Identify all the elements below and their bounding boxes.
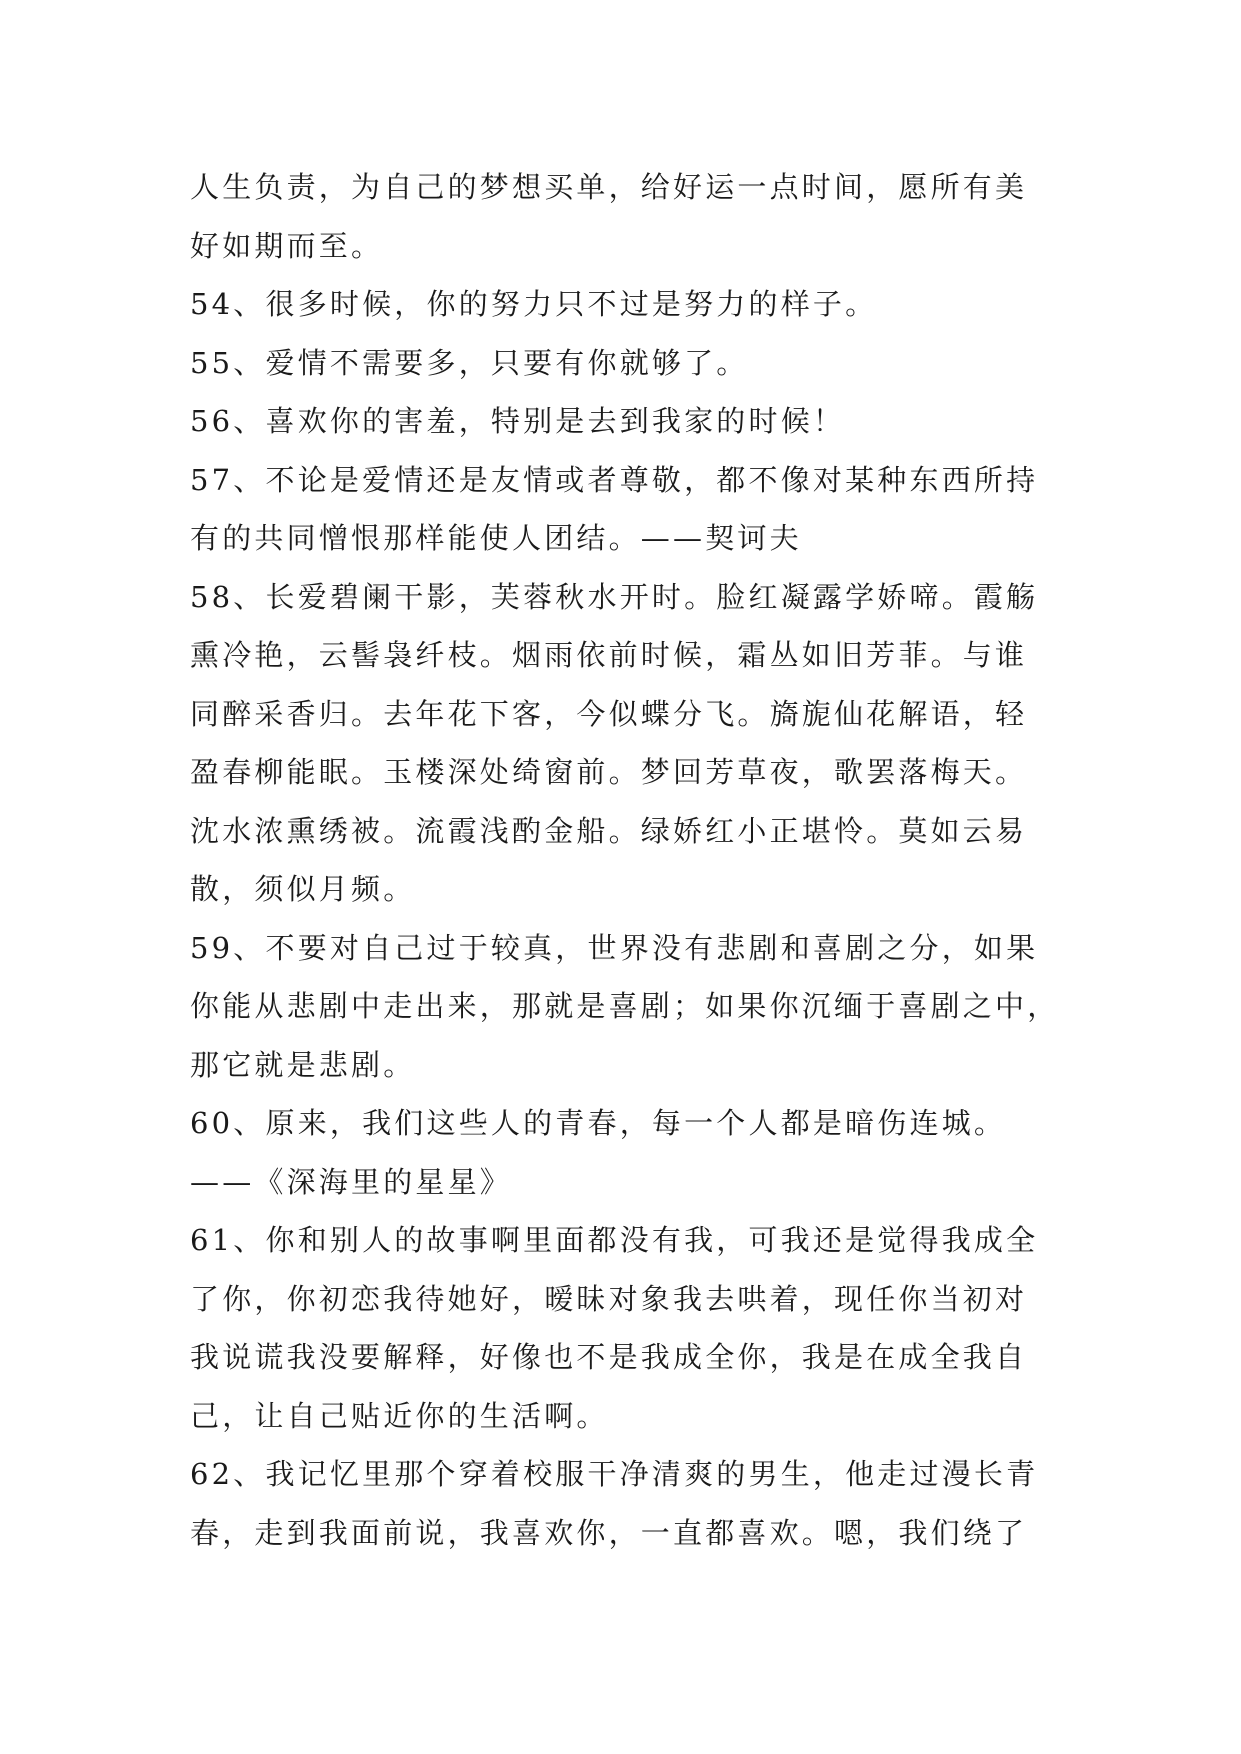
text-line: 有的共同憎恨那样能使人团结。——契诃夫: [190, 521, 802, 555]
text-line: 那它就是悲剧。: [190, 1047, 416, 1082]
text-line: 好如期而至。: [190, 228, 384, 263]
text-line: 你能从悲剧中走出来，那就是喜剧；如果你沉缅于喜剧之中，: [190, 989, 1060, 1023]
document-body: [190, 158, 1070, 1562]
text-line: 盈春柳能眠。玉楼深处绮窗前。梦回芳草夜，歌罢落梅天。: [190, 755, 1028, 789]
text-line: 59、不要对自己过于较真，世界没有悲剧和喜剧之分，如果: [190, 930, 1039, 965]
text-line: 同醉采香归。去年花下客，今似蝶分飞。旖旎仙花解语，轻: [190, 696, 1028, 731]
text-line: 55、爱情不需要多，只要有你就够了。: [190, 345, 749, 380]
text-line: 散，须似月频。: [190, 872, 416, 906]
text-line: 62、我记忆里那个穿着校服干净清爽的男生，他走过漫长青: [190, 1457, 1039, 1491]
text-line: 春，走到我面前说，我喜欢你，一直都喜欢。嗯，我们绕了: [190, 1515, 1028, 1550]
text-line: 了你，你初恋我待她好，暧昧对象我去哄着，现任你当初对: [190, 1281, 1028, 1316]
text-line: 人生负责，为自己的梦想买单，给好运一点时间，愿所有美: [190, 170, 1028, 204]
text-line: 56、喜欢你的害羞，特别是去到我家的时候！: [190, 404, 846, 438]
text-line: 我说谎我没要解释，好像也不是我成全你，我是在成全我自: [190, 1340, 1028, 1374]
text-line: 58、长爱碧阑干影，芙蓉秋水开时。脸红凝露学娇啼。霞觞: [190, 579, 1039, 614]
text-line: 沈水浓熏绣被。流霞浅酌金船。绿娇红小正堪怜。莫如云易: [190, 813, 1028, 848]
text-line: 54、很多时候，你的努力只不过是努力的样子。: [190, 287, 878, 321]
text-line: 60、原来，我们这些人的青春，每一个人都是暗伤连城。: [190, 1106, 1007, 1140]
text-line: 57、不论是爱情还是友情或者尊敬，都不像对某种东西所持: [190, 462, 1039, 497]
text-line: 熏冷艳，云髻袅纤枝。烟雨依前时候，霜丛如旧芳菲。与谁: [190, 638, 1028, 672]
text-line: ——《深海里的星星》: [190, 1164, 513, 1199]
text-line: 己，让自己贴近你的生活啊。: [190, 1398, 609, 1433]
text-line: 61、你和别人的故事啊里面都没有我，可我还是觉得我成全: [190, 1223, 1039, 1257]
